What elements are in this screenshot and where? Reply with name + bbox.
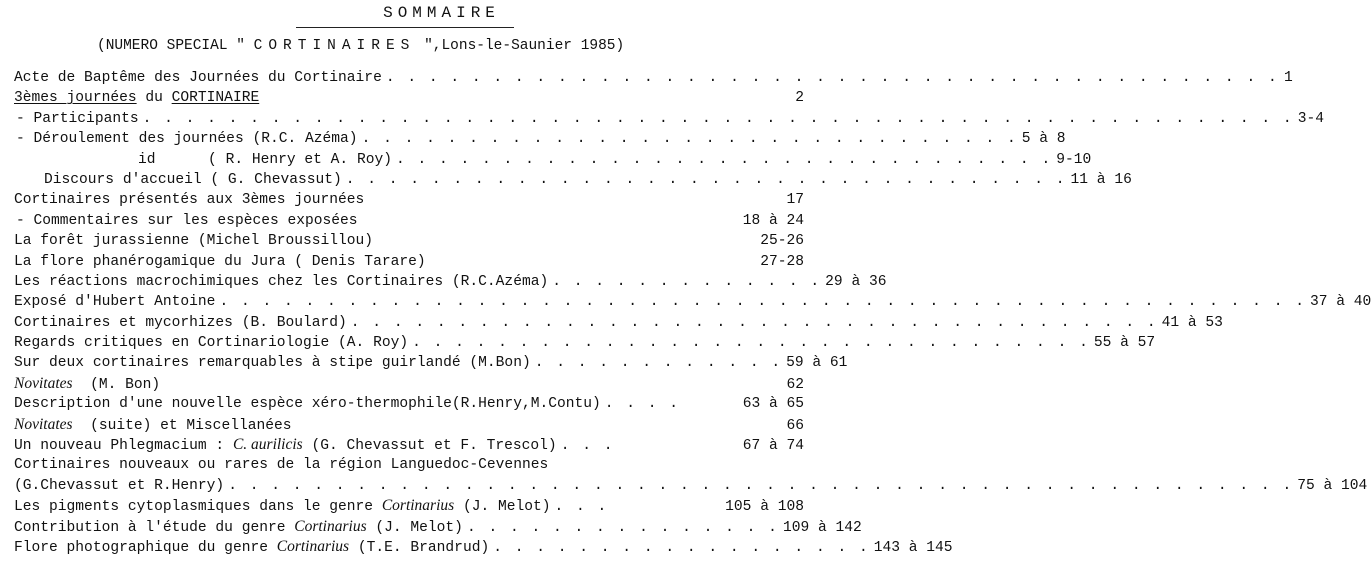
- toc-entry: [14, 109, 1324, 129]
- toc-entry: [14, 292, 1371, 312]
- toc-entry: [14, 517, 862, 537]
- dot-leader: . . . . . . . . . . . . . . . . . . . . . . . . . . . . . . . . . . . . . . . . . . . . . . . . . . .: [219, 294, 1306, 311]
- dot-leader: . . . . . . . . . . . . . . . . . . . . . . . . . . . . . . . . . .: [345, 171, 1067, 188]
- dot-leader: . . . . . . . . . . . . . . . . . .: [493, 539, 870, 556]
- entry-title: - Commentaires sur les espèces exposées: [16, 212, 358, 229]
- toc-entry: [14, 415, 804, 435]
- entry-title: Discours d'accueil ( G. Chevassut): [44, 171, 342, 188]
- entry-title: Sur deux cortinaires remarquables à stipe guirlandé (M.Bon): [14, 355, 531, 372]
- entry-title: Regards critiques en Cortinariologie (A. Roy): [14, 335, 409, 352]
- entry-pages: 66: [786, 417, 804, 434]
- dot-leader: . . . . . . . . . . . . . . . . . . . . . . . . . . . . . . . . . . . . . . . . . .: [385, 70, 1279, 86]
- entry-pages: 29 à 36: [825, 273, 887, 290]
- subtitle-prefix: (NUMERO SPECIAL ": [97, 38, 245, 54]
- toc-entry: [14, 537, 953, 557]
- subtitle-suffix: ",Lons-le-Saunier 1985): [424, 38, 625, 54]
- entry-pages: 63 à 65: [742, 396, 804, 413]
- entry-title: Contribution à l'étude du genre Cortinarius (J. Melot): [14, 517, 463, 536]
- entry-pages: 2: [795, 90, 804, 107]
- entry-pages: 37 à 40: [1309, 294, 1371, 311]
- entry-title: Cortinaires nouveaux ou rares de la région Languedoc-Cevennes: [14, 457, 549, 474]
- entry-title: Exposé d'Hubert Antoine: [14, 294, 216, 311]
- dot-leader: . . . . . . . . . . . . . . . . . . . . . . . . . . . . . . . .: [412, 335, 1090, 352]
- toc-entry: [14, 374, 804, 394]
- entry-title: Cortinaires et mycorhizes (B. Boulard): [14, 314, 347, 331]
- entry-title: Description d'une nouvelle espèce xéro-thermophile(R.Henry,M.Contu): [14, 396, 601, 413]
- entry-pages: 9-10: [1056, 151, 1092, 168]
- page-title: SOMMAIRE: [383, 4, 500, 22]
- dot-leader: . . . . . . . . . . . .: [534, 355, 783, 372]
- dot-leader: . . . . . . . . . . . . . . .: [466, 519, 779, 536]
- entry-pages: 59 à 61: [786, 355, 848, 372]
- entry-title: Un nouveau Phlegmacium : C. aurilicis (G. Chevassut et F. Trescol): [14, 436, 557, 455]
- entry-pages: 3-4: [1297, 110, 1324, 127]
- entry-pages: 18 à 24: [742, 212, 804, 229]
- dot-leader: . . . . . . . . . . . . . . . . . . . . . . . . . . . . . . . . . . . . . . . . . . . . . . . . . .: [228, 477, 1294, 494]
- entry-title: id ( R. Henry et A. Roy): [138, 151, 392, 168]
- toc-entry: [14, 435, 804, 455]
- toc-entry: [14, 353, 848, 373]
- entry-pages: 27-28: [760, 253, 804, 270]
- entry-title: Cortinaires présentés aux 3èmes journées: [14, 192, 365, 209]
- entry-pages: 55 à 57: [1093, 335, 1156, 352]
- entry-title: La flore phanérogamique du Jura ( Denis Tarare): [14, 253, 426, 270]
- entry-pages: 105 à 108: [725, 499, 804, 516]
- entry-pages: 25-26: [760, 233, 804, 250]
- toc-entry: [14, 333, 1156, 353]
- toc-entry: [14, 313, 1223, 333]
- entry-title: Novitates (M. Bon): [14, 374, 161, 393]
- entry-pages: 17: [786, 192, 804, 209]
- subtitle-special: CORTINAIRES: [253, 38, 416, 54]
- entry-title: Les réactions macrochimiques chez les Cortinaires (R.C.Azéma): [14, 273, 549, 290]
- entry-pages: 41 à 53: [1161, 314, 1223, 331]
- toc-entry: [14, 190, 804, 210]
- toc-entry: [14, 252, 804, 272]
- toc-entry: [14, 231, 804, 251]
- dot-leader: . . . .: [604, 396, 681, 413]
- entry-pages: 11 à 16: [1070, 171, 1132, 188]
- dot-leader: . . .: [554, 499, 609, 516]
- entry-pages: 5 à 8: [1021, 131, 1066, 148]
- toc-entry: [14, 496, 804, 516]
- dot-leader: . . . . . . . . . . . . . . . . . . . . . . . . . . . . . . .: [395, 151, 1053, 168]
- toc-entry: [14, 394, 804, 414]
- entry-pages: 143 à 145: [873, 539, 953, 556]
- toc-entry: [14, 272, 887, 292]
- dot-leader: . . . . . . . . . . . . . . . . . . . . . . . . . . . . . . . . . . . . . . . . . . . . . . . . . . . . . .: [142, 110, 1294, 127]
- dot-leader: . . . . . . . . . . . . .: [552, 273, 822, 290]
- entry-title: (G.Chevassut et R.Henry): [14, 477, 225, 494]
- entry-title: Flore photographique du genre Cortinarius (T.E. Brandrud): [14, 537, 490, 556]
- entry-title: La forêt jurassienne (Michel Broussillou): [14, 233, 374, 250]
- entry-title: - Déroulement des journées (R.C. Azéma): [16, 131, 358, 148]
- entry-title: - Participants: [16, 110, 139, 127]
- entry-pages: 62: [786, 376, 804, 393]
- entry-title: Novitates (suite) et Miscellanées: [14, 415, 292, 434]
- toc-entry: [14, 170, 1132, 190]
- toc-entry: [14, 476, 1368, 496]
- dot-leader: . . . . . . . . . . . . . . . . . . . . . . . . . . . . . . . . . . . . . .: [350, 314, 1158, 331]
- entry-pages: 75 à 104: [1297, 477, 1368, 494]
- table-of-contents: [14, 68, 1371, 557]
- toc-entry: [14, 150, 1092, 170]
- toc-entry: [14, 68, 1293, 88]
- entry-pages: 67 à 74: [742, 438, 804, 455]
- toc-entry: [14, 88, 804, 108]
- subtitle: [97, 38, 624, 54]
- title-underline: [296, 27, 514, 28]
- toc-entry: [14, 455, 804, 475]
- entry-title: 3èmes journées du CORTINAIRE: [14, 90, 260, 107]
- entry-title: Acte de Baptême des Journées du Cortinaire: [14, 70, 382, 86]
- dot-leader: . . . . . . . . . . . . . . . . . . . . . . . . . . . . . . .: [361, 131, 1018, 148]
- entry-title: Les pigments cytoplasmiques dans le genre Cortinarius (J. Melot): [14, 497, 551, 516]
- entry-pages: 109 à 142: [782, 519, 862, 536]
- entry-pages: 1: [1283, 70, 1293, 86]
- dot-leader: . . .: [560, 438, 615, 455]
- toc-entry: [14, 129, 1066, 149]
- toc-entry: [14, 211, 804, 231]
